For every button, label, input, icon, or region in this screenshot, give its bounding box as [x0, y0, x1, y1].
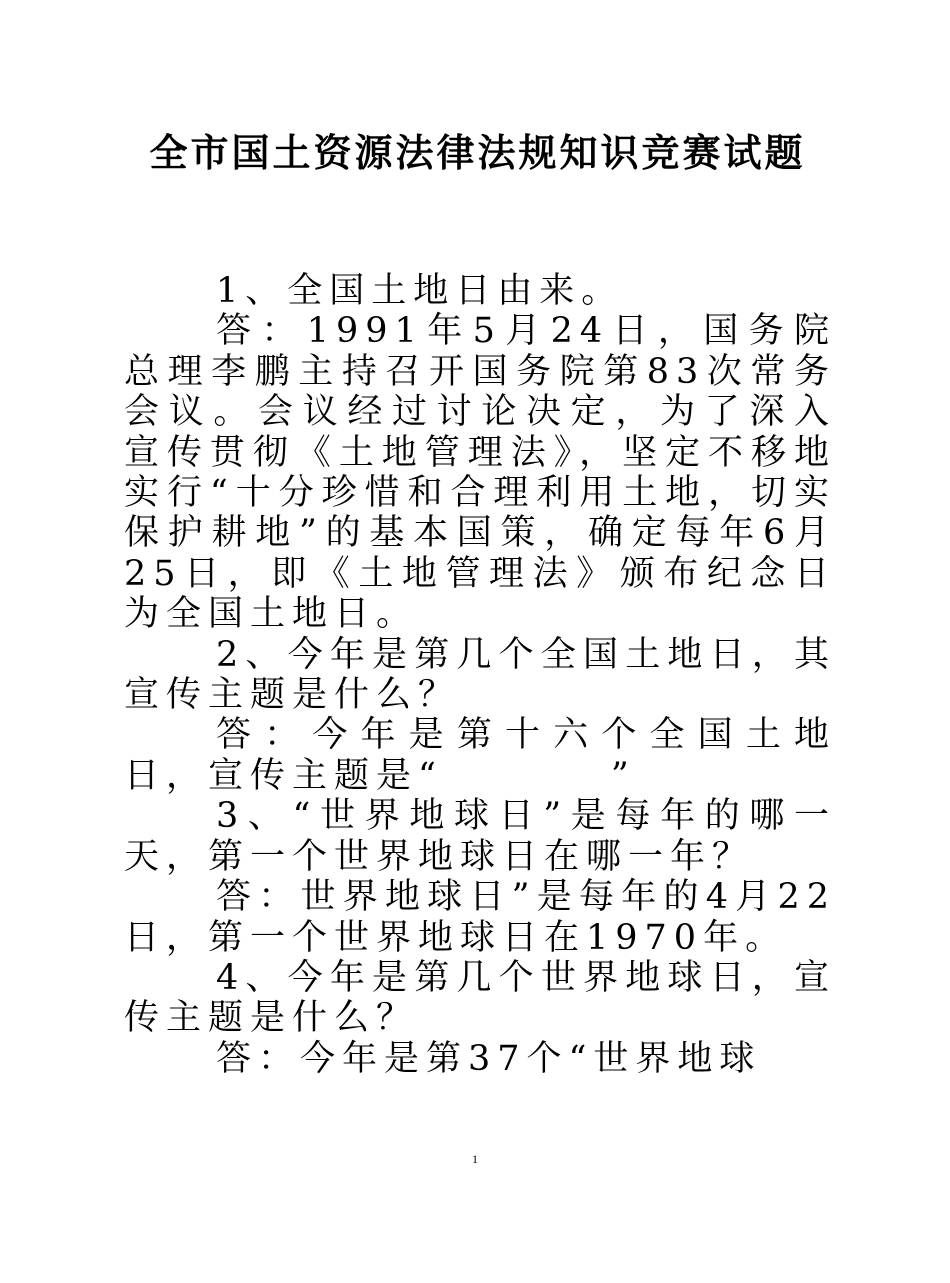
paragraph-answer-4: 答：今年是第37个“世界地球 — [216, 1038, 762, 1079]
document-title: 全市国土资源法律法规知识竞赛试题 — [149, 131, 806, 175]
paragraph-answer-3: 答：世界地球日”是每年的4月22日，第一个世界地球日在1970年。 — [124, 877, 836, 958]
paragraph-question-4: 4、今年是第几个世界地球日，宣传主题是什么？ — [124, 957, 836, 1039]
paragraph-question-3: 3、“世界地球日”是每年的哪一天，第一个世界地球日在哪一年？ — [124, 796, 836, 877]
document-body — [124, 271, 836, 1079]
paragraph-answer-1: 答：1991年5月24日，国务院总理李鹏主持召开国务院第83次常务会议。会议经过讨论决定，为了深入宣传贯彻《土地管理法》，坚定不移地实行“十分珍惜和合理利用土地，切实保护耕地”的基本国策，确定每年6月25日，即《土地管理法》颁布纪念日为全国土地日。 — [124, 311, 836, 635]
paragraph-answer-2: 答：今年是第十六个全国土地日，宣传主题是“ ” — [124, 715, 836, 796]
paragraph-question-2: 2、今年是第几个全国土地日，其宣传主题是什么？ — [124, 634, 836, 716]
page-number: 1 — [472, 1152, 478, 1166]
paragraph-question-1: 1、全国土地日由来。 — [216, 271, 624, 311]
